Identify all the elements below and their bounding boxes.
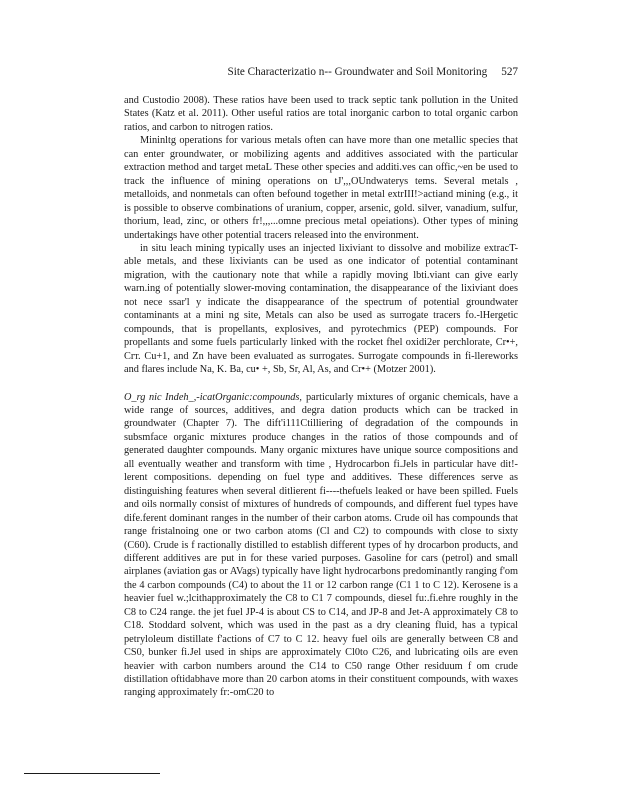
section-organic-indicators	[124, 391, 518, 700]
section-text: particularly mixtures of organic chemicals, have a wide range of sources, additives, and degra dation products which can be tracked in groundwater (Chapter 7). The dift'i111Ctilliering of degradation of the compounds in subsmface organic mixtures produce changes in the ratios of those compounds and of generated daughter compounds. Many organic mixtures have unique source compositions and all eventually weather and transform with time , Hydrocarbon fi.Jels in particular have dit!-lerent compositions. depending on fuel type and additives. These differences serve as distinguishing features when several ditlierent fi----thefuels leaked or have been spilled. Fuels and oils normally consist of mixtures of hundreds of compounds, and different fuel types have dife.ferent dominant ranges in the number of their carbon atoms. Crude oil has compounds that range fristalnoing one or two carbon atoms (Cl and C2) to compounds with close to sixty (C60). Crude is f ractionally distilled to establish different types of hy drocarbon products, and different additives are put in for these varied purposes. Gasoline for cars (petrol) and small airplanes (aviation gas or AVags) typically have light hydrocarbons predominantly ranging f'om the 4 carbon compounds (C4) to about the 11 or 12 carbon range (C1 1 to C 12). Kerosene is a heavier fuel w.;lcithapproximately the C8 to C1 7 compounds, diesel fu:.fi.ehre roughly in the C8 to C24 range. the jet fuel JP-4 is about CS to C14, and JP-8 and Jet-A approximately C8 to C18. Stoddard solvent, which was used in the past as a dry cleaning fluid, has a typical petryloleum distillate f'actions of C7 to C 12. heavy fuel oils are generally between C8 and CS0, bunker fi.Jel used in ships are approximately Cl0to C26, and lubricating oils are even heavier with carbon numbers around the C14 to C50 range Other residuum f om crude distillation oftidabhave more than 20 carbon atoms in their constituent compounds, with waxes ranging approximately fr:-omC20 to	[124, 391, 519, 699]
running-header	[124, 66, 518, 78]
paragraph-ratios: and Custodio 2008). These ratios have been used to track septic tank pollution in the United States (Katz et al. 2011). Other useful ratios are total inorganic carbon to total organic carbon ratios, and carbon to nitrogen ratios.	[124, 95, 518, 133]
paragraph-lixiviant: in situ leach mining typically uses an injected lixiviant to dissolve and mobilize extracT-able metals, and these lixiviants can be used as one indicator of potential contaminant migration, with the cautionary note that while a rapidly moving lbti.viant can give early warn.ing of potentially slower-moving contamination, the disappearance of the lixiviant does not nece ssar'l y indicate the disappearance of the spectrum of potential groundwater contaminants at a mini ng site, Metals can also be used as surrogate tracers fo.-lHergetic compounds, that is propellants, explosives, and pyrotechmics (PEP) compounds. For propellants and some fuels particularly linked with the rocket fhel oxidi2er perchlorate, Cr•+, Crт. Cu+1, and Zn have been evaluated as surrogates. Surrogate compounds in fi-llereworks and flares include Na, K. Ba, cu• +, Sb, Sr, Al, As, and Cr•+ (Motzer 2001).	[124, 242, 518, 376]
paragraph-mining: Mininltg operations for various metals often can have more than one metallic species that can enter groundwater, or mobilizing agents and additives associated with the particular extraction method and target metaL These other species and additi.ves can offic,~en be used to track the influence of mining operations on tJ',,,OUndwaterys tems. Several metals , metalloids, and nonmetals can often befound together in metal extrIII!>actiand mining (e.g., it is possible to observe combinations of uranium, copper, arsenic, gold. silver, vanadium, sulfur, thorium, lead, zinc, or others fr!,,,...omne precious metal opeiations). Other types of mining undertakings have other potential tracers released into the environment.	[124, 135, 518, 241]
footer-rule	[24, 773, 160, 774]
running-header-title: Site Characterizatio n-- Groundwater and Soil Monitoring	[227, 66, 488, 78]
body-text	[124, 94, 518, 700]
page-number: 527	[501, 66, 518, 78]
section-heading: O_rg nic Indeh_,-icatOrganic:compounds,	[124, 391, 302, 403]
